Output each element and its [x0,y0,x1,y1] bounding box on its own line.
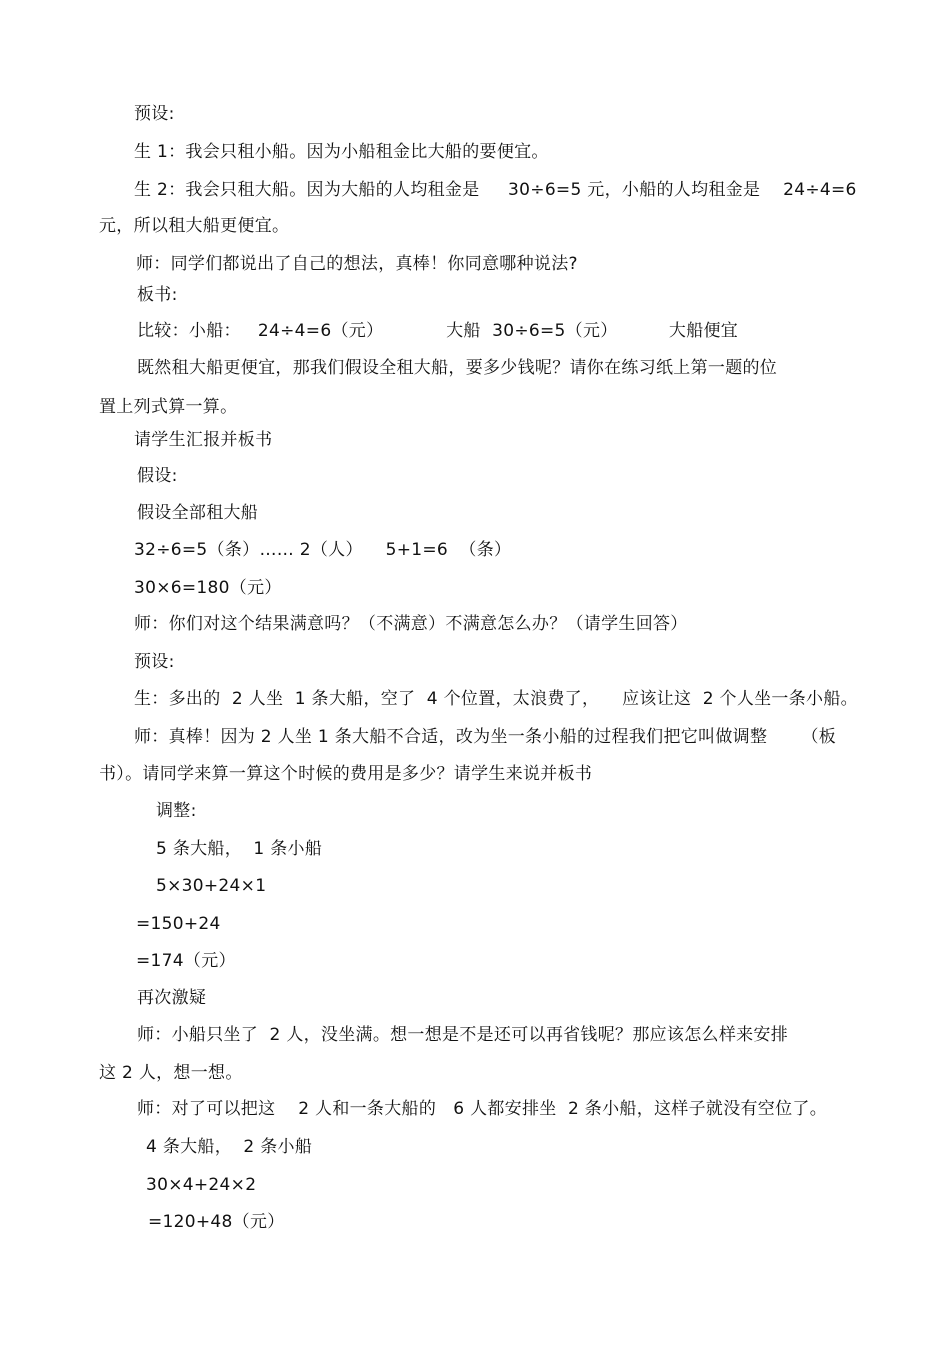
text-line: 元，所以租大船更便宜。 [99,216,290,236]
text-line: 假设全部租大船 [137,503,259,523]
text-line: 32÷6=5（条）…… 2（人） 5+1=6 （条） [134,540,512,560]
text-line: 生 2：我会只租大船。因为大船的人均租金是 30÷6=5 元，小船的人均租金是 24÷4=6 [134,180,857,200]
text-line: =120+48（元） [148,1212,285,1232]
text-line: 比较：小船： 24÷4=6（元） 大船 30÷6=5（元） 大船便宜 [137,321,739,341]
text-line: 师：对了可以把这 2 人和一条大船的 6 人都安排坐 2 条小船，这样子就没有空位了。 [137,1099,827,1119]
text-line: =150+24 [136,914,221,934]
text-line: 生：多出的 2 人坐 1 条大船，空了 4 个位置，太浪费了， 应该让这 2 个人坐一条小船。 [134,689,858,709]
text-line: 请学生汇报并板书 [134,430,273,450]
text-line: 生 1：我会只租小船。因为小船租金比大船的要便宜。 [134,142,549,162]
text-line: 预设: [134,104,175,124]
text-line: 预设: [134,652,175,672]
text-line: 师：同学们都说出了自己的想法，真棒！你同意哪种说法? [136,254,578,274]
text-line: 5 条大船， 1 条小船 [156,839,323,859]
text-line: 这 2 人，想一想。 [99,1063,243,1083]
text-line: 假设: [137,466,178,486]
text-line: 师：真棒！因为 2 人坐 1 条大船不合适，改为坐一条小船的过程我们把它叫做调整 （板 [134,727,837,747]
text-line: 5×30+24×1 [156,876,267,896]
text-line: =174（元） [136,951,236,971]
text-line: 30×4+24×2 [146,1175,257,1195]
text-line: 师：小船只坐了 2 人，没坐满。想一想是不是还可以再省钱呢？那应该怎么样来安排 [137,1025,789,1045]
text-line: 板书: [137,285,178,305]
text-line: 书）。请同学来算一算这个时候的费用是多少？请学生来说并板书 [99,764,593,784]
text-line: 置上列式算一算。 [99,397,238,417]
text-line: 4 条大船， 2 条小船 [146,1137,313,1157]
text-line: 再次激疑 [137,988,207,1008]
text-line: 调整: [156,801,197,821]
text-line: 既然租大船更便宜，那我们假设全租大船，要多少钱呢？请你在练习纸上第一题的位 [137,358,778,378]
text-line: 师：你们对这个结果满意吗？（不满意）不满意怎么办？（请学生回答） [134,614,688,634]
text-line: 30×6=180（元） [134,578,282,598]
